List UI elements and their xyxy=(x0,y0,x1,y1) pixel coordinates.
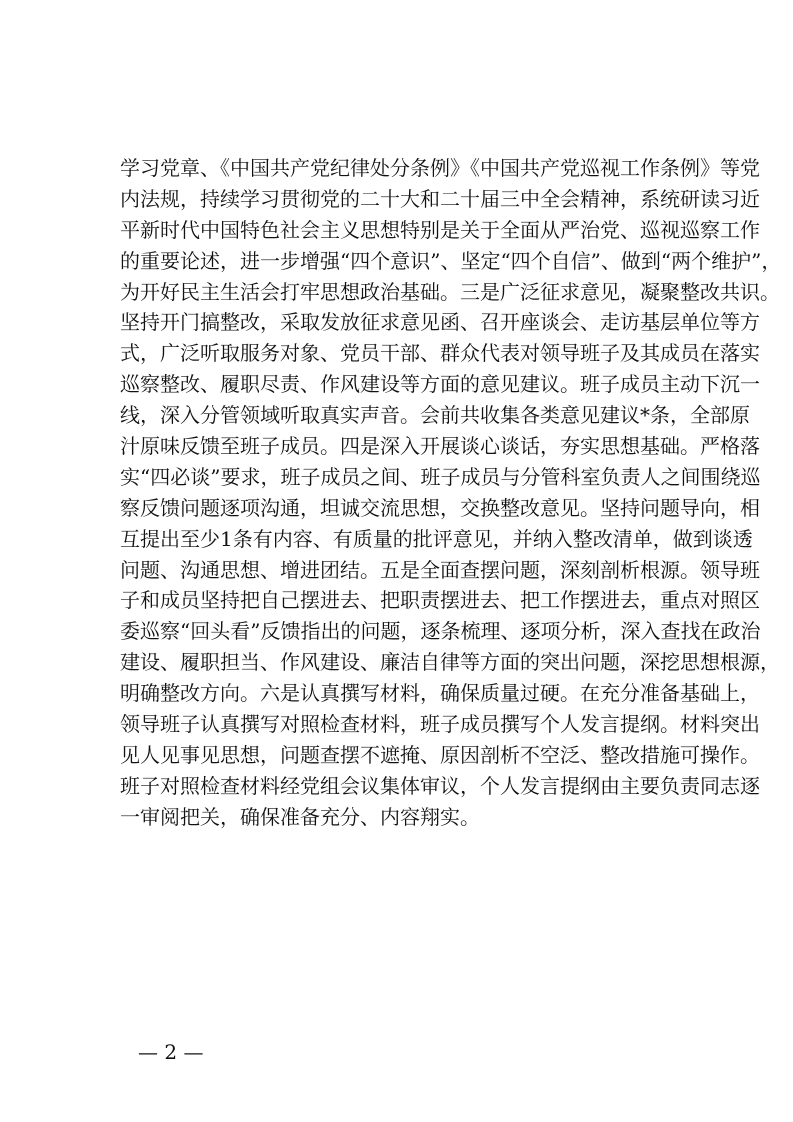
text-line: 巡察整改、履职尽责、作风建设等方面的意见建议。班子成员主动下沉一 xyxy=(120,372,760,397)
text-line: 问题、沟通思想、增进团结。五是全面查摆问题，深刻剖析根源。领导班 xyxy=(120,557,760,582)
page-number: — 2 — xyxy=(138,1040,204,1064)
text-line: 明确整改方向。六是认真撰写材料，确保质量过硬。在充分准备基础上， xyxy=(120,681,760,706)
text-line: 子和成员坚持把自己摆进去、把职责摆进去、把工作摆进去，重点对照区 xyxy=(120,588,760,613)
text-line: 线，深入分管领域听取真实声音。会前共收集各类意见建议*条，全部原 xyxy=(120,403,750,428)
text-line: 为开好民主生活会打牢思想政治基础。三是广泛征求意见，凝聚整改共识。 xyxy=(120,279,780,304)
text-line: 领导班子认真撰写对照检查材料，班子成员撰写个人发言提纲。材料突出 xyxy=(120,712,760,737)
body-paragraph xyxy=(120,153,782,833)
text-line: 班子对照检查材料经党组会议集体审议，个人发言提纲由主要负责同志逐 xyxy=(120,773,760,798)
text-line: 坚持开门搞整改，采取发放征求意见函、召开座谈会、走访基层单位等方 xyxy=(120,310,760,335)
text-line: 内法规，持续学习贯彻党的二十大和二十届三中全会精神，系统研读习近 xyxy=(120,186,760,211)
text-line: 见人见事见思想，问题查摆不遮掩、原因剖析不空泛、整改措施可操作。 xyxy=(120,742,760,767)
text-line: 实“四必谈”要求，班子成员之间、班子成员与分管科室负责人之间围绕巡 xyxy=(120,464,761,489)
text-line: 一审阅把关，确保准备充分、内容翔实。 xyxy=(120,804,480,829)
text-line: 察反馈问题逐项沟通，坦诚交流思想，交换整改意见。坚持问题导向，相 xyxy=(120,495,760,520)
text-line: 式，广泛听取服务对象、党员干部、群众代表对领导班子及其成员在落实 xyxy=(120,341,760,366)
text-line: 的重要论述，进一步增强“四个意识”、坚定“四个自信”、做到“两个维护”， xyxy=(120,248,782,273)
text-line: 委巡察“回头看”反馈指出的问题，逐条梳理、逐项分析，深入查找在政治 xyxy=(120,619,761,644)
text-line: 互提出至少1条有内容、有质量的批评意见，并纳入整改清单，做到谈透 xyxy=(120,526,753,551)
text-line: 建设、履职担当、作风建设、廉洁自律等方面的突出问题，深挖思想根源， xyxy=(120,650,780,675)
text-line: 学习党章、《中国共产党纪律处分条例》《中国共产党巡视工作条例》等党 xyxy=(120,156,760,180)
text-line: 汁原味反馈至班子成员。四是深入开展谈心谈话，夯实思想基础。严格落 xyxy=(120,434,760,459)
text-line: 平新时代中国特色社会主义思想特别是关于全面从严治党、巡视巡察工作 xyxy=(120,217,760,242)
